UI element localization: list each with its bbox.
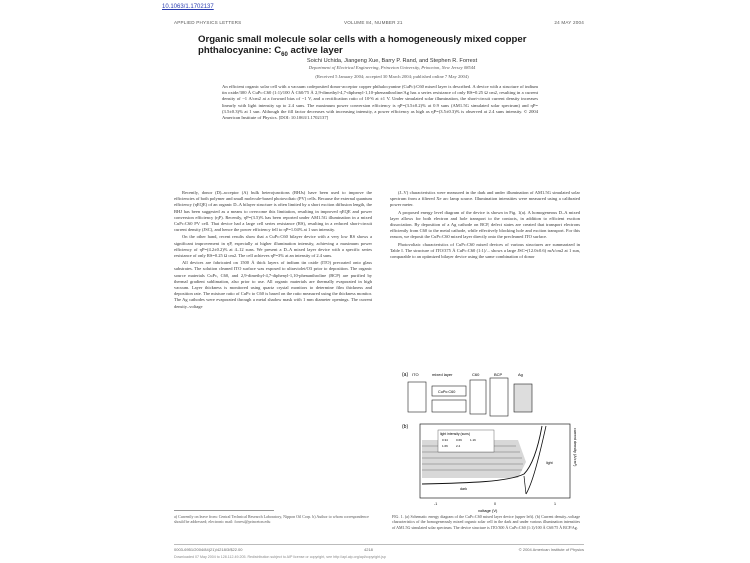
received-dates: (Received 5 January 2004; accepted 30 March 2004; published online 7 May 2004) bbox=[315, 74, 469, 79]
legend-item: 1.16 bbox=[470, 438, 476, 442]
copyright: © 2004 American Institute of Physics bbox=[518, 547, 584, 552]
abstract: An efficient organic solar cell with a vacuum codeposited donor-acceptor copper phthalocyanine (CuPc):C60 mixed layer is described. A device with a structure of indium tin oxide/300 Å CuPc:C60 (1:1)/100 Å C60/75 Å 2,9-dimethyl-4,7-diphenyl-1,10-phenanthroline/Ag has a series resistance of only RS=0.25 Ω cm2, resulting in a current density of ~1 A/cm2 at a forward bias of ~1 V, and a rectification ratio of 10^6 at ±1 V. Under simulated solar illumination, the short-circuit current density increases linearly with light intensity up to 2.4 suns. The maximum power conversion efficiency is ηP=(3.5±0.2)% at 0.9 suns (AM1.5G simulated solar spectrum) and ηP=(3.5±0.3)% at 1 sun. Although the fill factor decreases with increasing intensity, a power efficiency as high as ηP=(3.5±0.3)% is observed at 2.4 suns intensity. © 2004 American Institute of Physics. [DOI: 10.1063/1.1702137] bbox=[222, 84, 538, 121]
paragraph: (J–V) characteristics were measured in the dark and under illumination of AM1.5G simulated solar spectrum from a filtered Xe arc lamp source. Illumination intensities were measured using a calibrated power meter. bbox=[390, 190, 580, 208]
figure-1 bbox=[398, 366, 578, 514]
c60-block bbox=[470, 380, 486, 414]
energy-diagram bbox=[408, 378, 532, 416]
legend-item: 2.4 bbox=[456, 444, 461, 448]
x-tick: -1 bbox=[434, 502, 438, 506]
dark-curve-label: dark bbox=[460, 487, 467, 491]
energy-label-c60: C60 bbox=[472, 372, 480, 377]
right-column bbox=[390, 190, 580, 261]
legend-title: light intensity (suns) bbox=[440, 432, 470, 436]
footnote-rule bbox=[174, 510, 274, 511]
paragraph: On the other hand, recent results show that a CuPc:C60 bilayer device with a very low RS shows a significant improvement in ηP, especially at higher illumination intensity, achieving a maximum power efficiency of ηP=(4.2±0.2)% at 4–12 suns. We present a D–A mixed layer device with a specific series resistance of only RS=0.25 Ω cm2. The cell achieves ηP=3% at an intensity of 2.4 suns. bbox=[174, 234, 372, 259]
x-tick: 0 bbox=[494, 502, 496, 506]
bcp-block bbox=[490, 378, 508, 416]
authors: Soichi Uchida, Jiangeng Xue, Barry P. Rand, and Stephen R. Forrest bbox=[306, 58, 478, 64]
energy-label-bcp: BCP bbox=[494, 372, 503, 377]
issn-code: 0003-6951/2004/84(21)/4218/3/$22.00 bbox=[174, 547, 243, 552]
figure-caption: FIG. 1. (a) Schematic energy diagram of the CuPc:C60 mixed layer device (upper left). (b) Current density–voltage characteristics of the homogeneously mixed organic solar cell in the dark and under various illumination intensities of AM1.5G simulated solar spectrum. The device structure is ITO/300 Å CuPc:C60 (1:1)/100 Å C60/75 Å BCP/Ag. bbox=[392, 514, 580, 530]
bottom-bar bbox=[174, 544, 584, 552]
energy-label-ito: ITO bbox=[412, 372, 419, 377]
affiliation: Department of Electrical Engineering, Princeton University, Princeton, New Jersey 08544 bbox=[308, 65, 476, 70]
title-tail: active layer bbox=[287, 45, 343, 56]
ito-block bbox=[408, 382, 426, 412]
paragraph: A proposed energy level diagram of the device is shown in Fig. 1(a). A homogeneous D–A mixed layer allows for both electron and hole transport to the contacts, in addition to efficient exciton dissociation. By deposition of a Ag cathode on BCP, defect states are created that transport electrons efficiently from C60 to the metal cathode, while effectively blocking hole and exciton transport. For this reason, we deposit the CuPc:C60 mixed layer directly onto the precleaned ITO surface. bbox=[390, 209, 580, 240]
x-axis-label: voltage (V) bbox=[478, 508, 498, 513]
light-curve-label: light bbox=[546, 461, 553, 465]
journal-name: APPLIED PHYSICS LETTERS bbox=[174, 20, 242, 25]
energy-label-mixed: mixed layer bbox=[432, 372, 453, 377]
page-number: 4218 bbox=[364, 547, 373, 552]
legend-item: 0.34 bbox=[442, 438, 448, 442]
download-note: Downloaded 07 May 2004 to 128.112.49.205. Redistribution subject to AIP license or copyright, see http://apl.aip.org/apl/copyright.jsp bbox=[174, 555, 386, 559]
paper-title bbox=[198, 34, 558, 61]
legend-item: 1.66 bbox=[442, 444, 448, 448]
journal-date: 24 MAY 2004 bbox=[554, 20, 584, 25]
paragraph: Recently, donor (D)–acceptor (A) bulk heterojunctions (BHJs) have been used to improve the efficiencies of both polymer and small molecule-based photovoltaic (PV) cells. Because the external quantum efficiency (ηEQE) of an organic D–A bilayer structure is often limited by a short exciton diffusion length, the BHJ has been suggested as a means to overcome this limitation, resulting in improved ηEQE and power conversion efficiency (ηP). Recently, ηP=(3.5)% has been reported under AM1.5G illumination in a mixed CuPc:C60 PV cell. That device had a large cell series resistance (RS), resulting in a reduced short-circuit current density (JSC), and hence the power efficiency fell to ηP=1.04% at 1 sun intensity. bbox=[174, 190, 372, 233]
footnote: a) Currently on leave from: Central Technical Research Laboratory, Nippon Oil Corp. b) Author to whom correspondence should be addressed; electronic mail: forrest@princeton.edu bbox=[174, 514, 369, 525]
doi-link[interactable]: 10.1063/1.1702137 bbox=[162, 4, 214, 10]
title-main: Organic small molecule solar cells with a homogeneously mixed copper phthalocyanine: C bbox=[198, 34, 527, 56]
mixed-layer-lower bbox=[432, 400, 466, 412]
title-subscript: 60 bbox=[281, 51, 288, 58]
mixed-layer-label: CuPc:C60 bbox=[438, 390, 456, 394]
ag-block bbox=[514, 384, 532, 412]
panel-b-label: (b) bbox=[402, 424, 409, 430]
paragraph: All devices are fabricated on 1500 Å thick layers of indium tin oxide (ITO) precoated onto glass substrates. The solution cleaned ITO surface was exposed to ultraviolet/O3 prior to deposition. The organic source materials CuPc, C60, and 2,9-dimethyl-4,7-diphenyl-1,10-phenanthroline (BCP) are purified by thermal gradient sublimation, also prior to use. All organic materials are thermally evaporated in high vacuum. Layer thickness is monitored using quartz crystal monitors to determine film thickness and deposition rate. The mixture ratio of CuPc to C60 is based on the ratio measured using the thickness monitor. The Ag cathodes were evaporated through a metal shadow mask with 1 mm diameter openings. The current density–voltage bbox=[174, 260, 372, 309]
paragraph: Photovoltaic characteristics of CuPc:C60 mixed devices of various structures are summarized in Table I. The structure of ITO/375 Å CuPc:C60 (1:1)/... shows a large JSC=(12.0±0.6) mA/cm2 at 1 sun, comparable to an optimized bilayer device using the same combination of donor bbox=[390, 241, 580, 260]
energy-label-ag: Ag bbox=[518, 372, 523, 377]
y-axis-label: current density (A/cm²) bbox=[573, 428, 577, 467]
panel-a-label: (a) bbox=[402, 372, 409, 378]
left-column bbox=[174, 190, 372, 311]
journal-volume: VOLUME 84, NUMBER 21 bbox=[344, 20, 403, 25]
paper-page bbox=[160, 14, 598, 562]
legend-item: 0.69 bbox=[456, 438, 462, 442]
x-tick: 1 bbox=[554, 502, 556, 506]
